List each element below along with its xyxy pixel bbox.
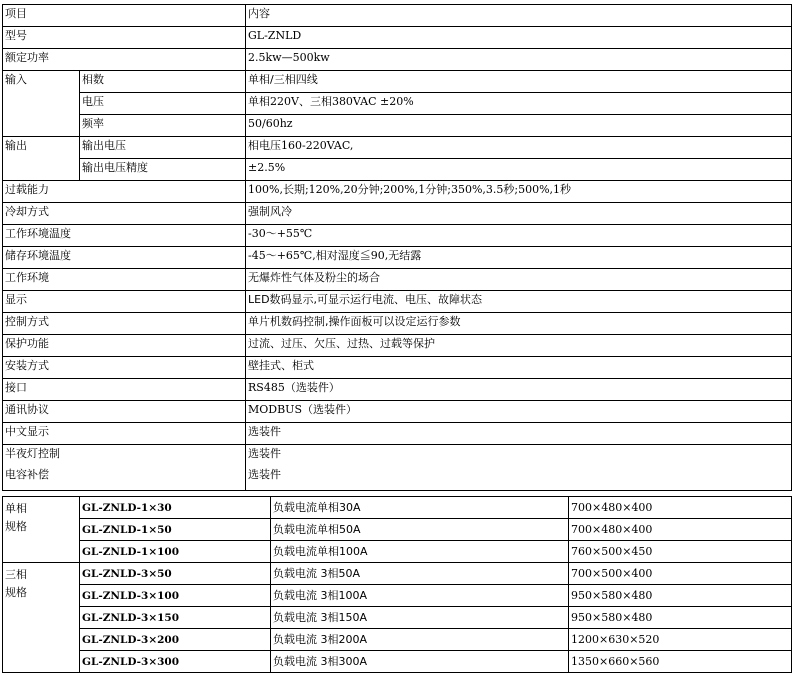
table-row — [3, 401, 792, 423]
row-label: 频率 — [80, 115, 246, 137]
three-phase-label: 三相 规格 — [3, 563, 80, 673]
row-value: 选装件 — [248, 468, 281, 481]
table-row — [3, 203, 792, 225]
row-label: 输出电压精度 — [80, 159, 246, 181]
row-value: 100%,长期;120%,20分钟;200%,1分钟;350%,3.5秒;500%,1秒 — [246, 181, 792, 203]
row-value: -45～+65℃,相对湿度≦90,无结露 — [246, 247, 792, 269]
row-label: 通讯协议 — [3, 401, 246, 423]
table-row — [3, 335, 792, 357]
table-row — [3, 269, 792, 291]
dimensions: 1350×660×560 — [569, 651, 792, 673]
table-row — [3, 313, 792, 335]
output-group-label: 输出 — [3, 137, 80, 181]
table-row — [3, 607, 792, 629]
row-label: 中文显示 — [3, 423, 246, 445]
row-value: MODBUS（选装件） — [246, 401, 792, 423]
table-header-row — [3, 5, 792, 27]
row-label: 输出电压 — [80, 137, 246, 159]
table-row — [3, 291, 792, 313]
model-code: GL-ZNLD-3×50 — [80, 563, 271, 585]
row-value-stack — [246, 445, 792, 491]
row-value: 单相220V、三相380VAC ±20% — [246, 93, 792, 115]
table-row — [3, 115, 792, 137]
row-label: 相数 — [80, 71, 246, 93]
dimensions: 700×480×400 — [569, 519, 792, 541]
table-row — [3, 445, 792, 491]
load-current: 负载电流单相100A — [271, 541, 569, 563]
row-label: 安装方式 — [3, 357, 246, 379]
row-label: 电压 — [80, 93, 246, 115]
header-item: 项目 — [3, 5, 246, 27]
row-label: 工作环境温度 — [3, 225, 246, 247]
row-value: 单相/三相四线 — [246, 71, 792, 93]
header-content: 内容 — [246, 5, 792, 27]
dimensions: 950×580×480 — [569, 607, 792, 629]
row-value: 2.5kw—500kw — [246, 49, 792, 71]
row-value: GL-ZNLD — [246, 27, 792, 49]
row-label: 储存环境温度 — [3, 247, 246, 269]
load-current: 负载电流 3相300A — [271, 651, 569, 673]
table-row — [3, 519, 792, 541]
row-value: 相电压160-220VAC, — [246, 137, 792, 159]
table-row — [3, 357, 792, 379]
row-label: 控制方式 — [3, 313, 246, 335]
row-label: 型号 — [3, 27, 246, 49]
row-label: 过载能力 — [3, 181, 246, 203]
model-code: GL-ZNLD-1×30 — [80, 497, 271, 519]
dimensions: 700×500×400 — [569, 563, 792, 585]
row-value: 强制风冷 — [246, 203, 792, 225]
row-label: 冷却方式 — [3, 203, 246, 225]
model-code: GL-ZNLD-3×200 — [80, 629, 271, 651]
row-value: 无爆炸性气体及粉尘的场合 — [246, 269, 792, 291]
row-value: 壁挂式、柜式 — [246, 357, 792, 379]
table-row — [3, 181, 792, 203]
load-current: 负载电流 3相50A — [271, 563, 569, 585]
dimensions: 700×480×400 — [569, 497, 792, 519]
row-label: 工作环境 — [3, 269, 246, 291]
row-value: 单片机数码控制,操作面板可以设定运行参数 — [246, 313, 792, 335]
table-row — [3, 541, 792, 563]
row-value: 选装件 — [248, 447, 281, 460]
table-row — [3, 247, 792, 269]
table-row — [3, 49, 792, 71]
table-row — [3, 159, 792, 181]
table-row — [3, 225, 792, 247]
row-value: 过流、过压、欠压、过热、过载等保护 — [246, 335, 792, 357]
table-row — [3, 563, 792, 585]
table-row — [3, 137, 792, 159]
load-current: 负载电流 3相200A — [271, 629, 569, 651]
row-value: 50/60hz — [246, 115, 792, 137]
model-code: GL-ZNLD-3×300 — [80, 651, 271, 673]
row-label: 保护功能 — [3, 335, 246, 357]
spec-table — [2, 4, 792, 491]
model-code: GL-ZNLD-3×100 — [80, 585, 271, 607]
table-row — [3, 71, 792, 93]
table-row — [3, 93, 792, 115]
table-row — [3, 27, 792, 49]
dimensions: 760×500×450 — [569, 541, 792, 563]
table-row — [3, 423, 792, 445]
table-row — [3, 379, 792, 401]
dimensions: 950×580×480 — [569, 585, 792, 607]
row-value: ±2.5% — [246, 159, 792, 181]
table-row — [3, 629, 792, 651]
model-table — [2, 496, 792, 673]
load-current: 负载电流 3相150A — [271, 607, 569, 629]
table-row — [3, 497, 792, 519]
row-label: 额定功率 — [3, 49, 246, 71]
model-code: GL-ZNLD-1×100 — [80, 541, 271, 563]
table-row — [3, 651, 792, 673]
table-row — [3, 585, 792, 607]
row-value: LED数码显示,可显示运行电流、电压、故障状态 — [246, 291, 792, 313]
model-code: GL-ZNLD-3×150 — [80, 607, 271, 629]
row-value: -30～+55℃ — [246, 225, 792, 247]
row-label: 接口 — [3, 379, 246, 401]
row-value: 选装件 — [246, 423, 792, 445]
row-value: RS485（选装件） — [246, 379, 792, 401]
dimensions: 1200×630×520 — [569, 629, 792, 651]
load-current: 负载电流单相50A — [271, 519, 569, 541]
load-current: 负载电流 3相100A — [271, 585, 569, 607]
single-phase-label: 单相 规格 — [3, 497, 80, 563]
input-group-label: 输入 — [3, 71, 80, 137]
row-label: 显示 — [3, 291, 246, 313]
model-code: GL-ZNLD-1×50 — [80, 519, 271, 541]
row-label: 半夜灯控制 — [5, 447, 60, 460]
row-label: 电容补偿 — [5, 468, 49, 481]
load-current: 负载电流单相30A — [271, 497, 569, 519]
row-label-stack — [3, 445, 246, 491]
